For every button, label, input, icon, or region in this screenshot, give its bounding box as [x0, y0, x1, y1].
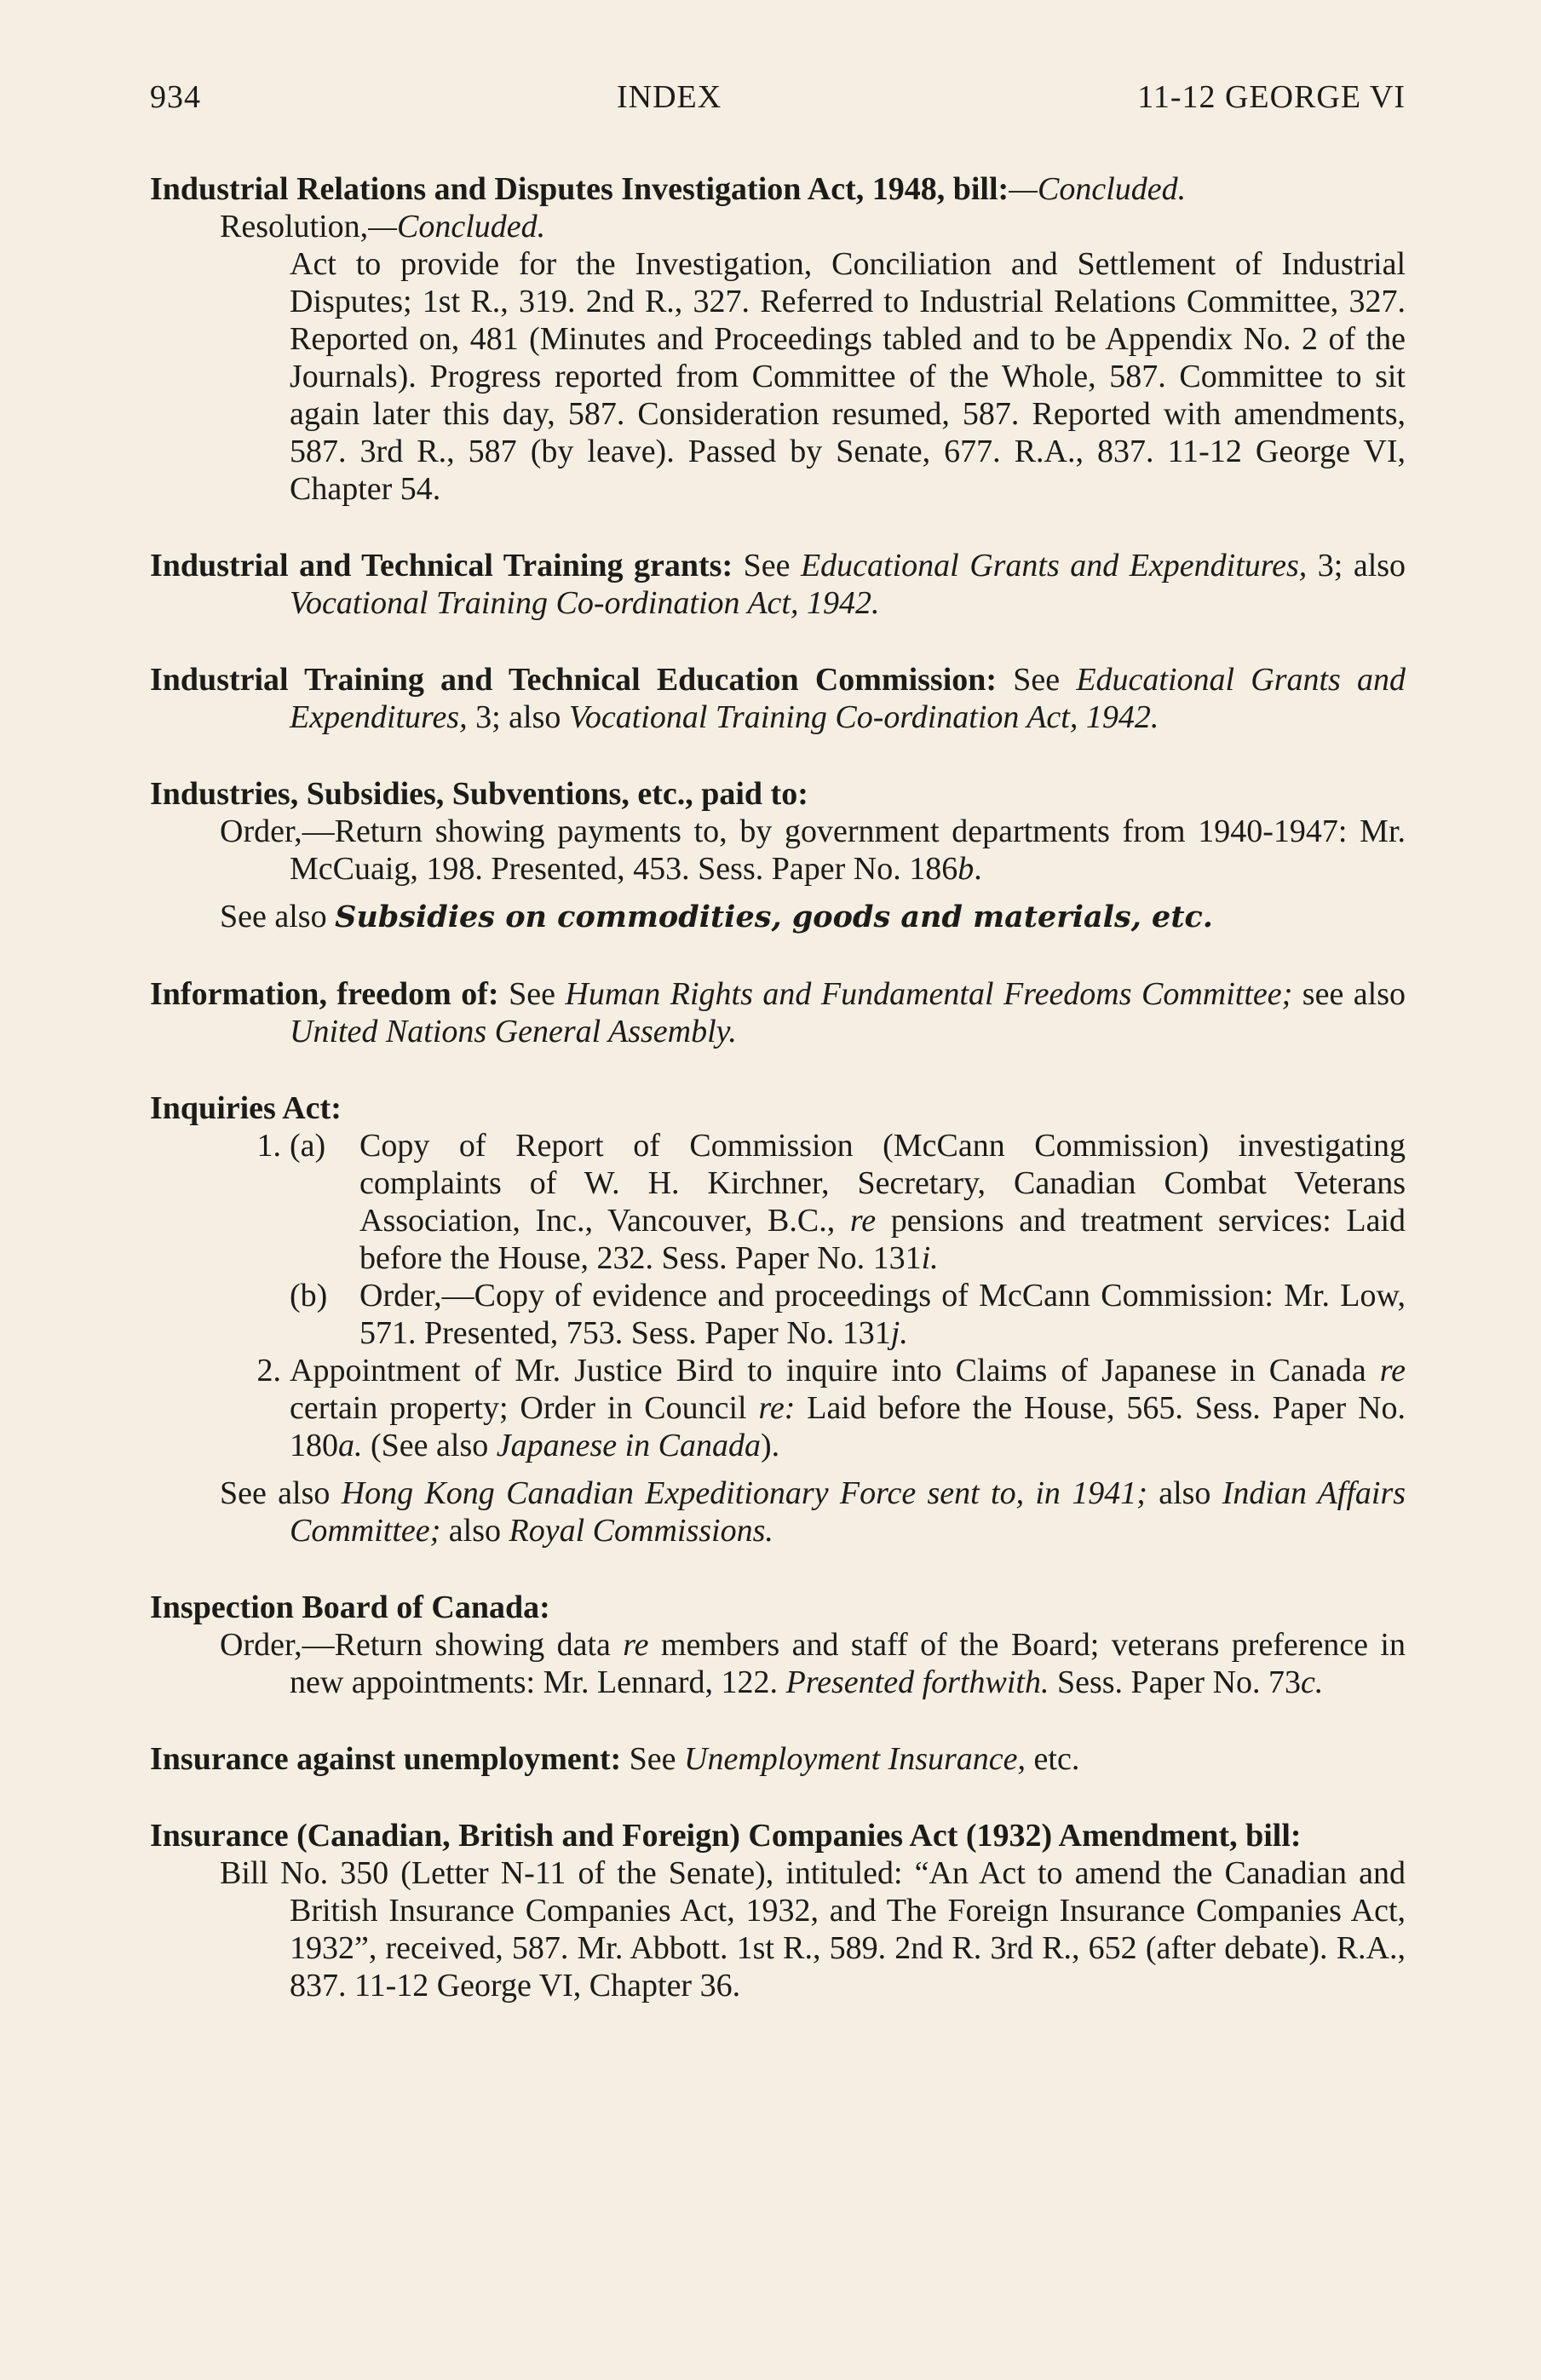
page-number: 934	[150, 79, 201, 115]
index-entry	[150, 1817, 1406, 2004]
see-also: See also Hong Kong Canadian Expeditionary Force sent to, in 1941; also Indian Affairs Committee; also Royal Commissions.	[220, 1475, 1406, 1549]
entry-heading: Insurance against unemployment: See Unemployment Insurance, etc.	[150, 1741, 1080, 1777]
entry-heading: Industries, Subsidies, Subventions, etc., paid to:	[150, 776, 808, 812]
entry-body: Order,—Return showing data re members and staff of the Board; veterans preference in new appointments: Mr. Lennard, 122. Presented forthwith. Sess. Paper No. 73c.	[220, 1627, 1406, 1700]
see-also: See also Subsidies on commodities, goods and materials, etc.	[220, 899, 1213, 934]
item-number: 2.	[256, 1353, 281, 1388]
numbered-item: 2. Appointment of Mr. Justice Bird to inquire into Claims of Japanese in Canada re certain property; Order in Council re: Laid before the House, 565. Sess. Paper No. 180a. (See also Japanese in Canada).	[150, 1352, 1406, 1464]
index-page	[150, 78, 1406, 2044]
index-entry	[150, 1740, 1406, 1778]
entry-heading: Industrial Training and Technical Education Commission: See Educational Grants and Expenditures, 3; also Vocational Training Co-ordination Act, 1942.	[150, 662, 1406, 735]
entry-heading: Insurance (Canadian, British and Foreign) Companies Act (1932) Amendment, bill:	[150, 1818, 1302, 1854]
regnal-year: 11-12 GEORGE VI	[1137, 79, 1406, 115]
index-entry	[150, 975, 1406, 1050]
entry-heading: Industrial and Technical Training grants: See Educational Grants and Expenditures, 3; also Vocational Training Co-ordination Act, 1942.	[150, 548, 1406, 621]
index-entry	[150, 1089, 1406, 1549]
item-number: 1.	[256, 1128, 281, 1164]
item-letter: (b)	[290, 1278, 328, 1314]
lettered-item: (a) Copy of Report of Commission (McCann Commission) investigating complaints of W. H. Kirchner, Secretary, Canadian Combat Veterans Association, Inc., Vancouver, B.C., re pensions and treatment services: Laid before the House, 232. Sess. Paper No. 131i.	[290, 1128, 1406, 1276]
entry-heading: Inquiries Act:	[150, 1090, 342, 1126]
index-entry	[150, 775, 1406, 936]
entry-body: Order,—Return showing payments to, by government departments from 1940-1947: Mr. McCuaig, 198. Presented, 453. Sess. Paper No. 186b.	[220, 813, 1406, 887]
entry-heading: Information, freedom of: See Human Rights and Fundamental Freedoms Committee; see also United Nations General Assembly.	[150, 976, 1406, 1049]
index-entry	[150, 547, 1406, 622]
entry-heading: Inspection Board of Canada:	[150, 1590, 550, 1625]
entry-heading: Industrial Relations and Disputes Investigation Act, 1948, bill:—Concluded.	[150, 171, 1187, 207]
lettered-item: (b) Order,—Copy of evidence and proceedings of McCann Commission: Mr. Low, 571. Presented, 753. Sess. Paper No. 131j.	[290, 1278, 1406, 1351]
running-title: INDEX	[617, 79, 722, 115]
index-entry	[150, 661, 1406, 736]
entry-subheading: Resolution,—Concluded.	[220, 209, 546, 244]
entry-body: Bill No. 350 (Letter N-11 of the Senate), intituled: “An Act to amend the Canadian and British Insurance Companies Act, 1932, and The Foreign Insurance Companies Act, 1932”, received, 587. Mr. Abbott. 1st R., 589. 2nd R. 3rd R., 652 (after debate). R.A., 837. 11-12 George VI, Chapter 36.	[220, 1855, 1406, 2003]
index-entry	[150, 1589, 1406, 1701]
numbered-item	[150, 1127, 1406, 1352]
index-entry	[150, 170, 1406, 508]
item-letter: (a)	[290, 1128, 326, 1164]
running-head	[150, 78, 1406, 116]
entry-body: Act to provide for the Investigation, Conciliation and Settlement of Industrial Disputes; 1st R., 319. 2nd R., 327. Referred to Industrial Relations Committee, 327. Reported on, 481 (Minutes and Proceedings tabled and to be Appendix No. 2 of the Journals). Progress reported from Committee of the Whole, 587. Committee to sit again later this day, 587. Consideration resumed, 587. Reported with amendments, 587. 3rd R., 587 (by leave). Passed by Senate, 677. R.A., 837. 11-12 George VI, Chapter 54.	[290, 246, 1406, 507]
